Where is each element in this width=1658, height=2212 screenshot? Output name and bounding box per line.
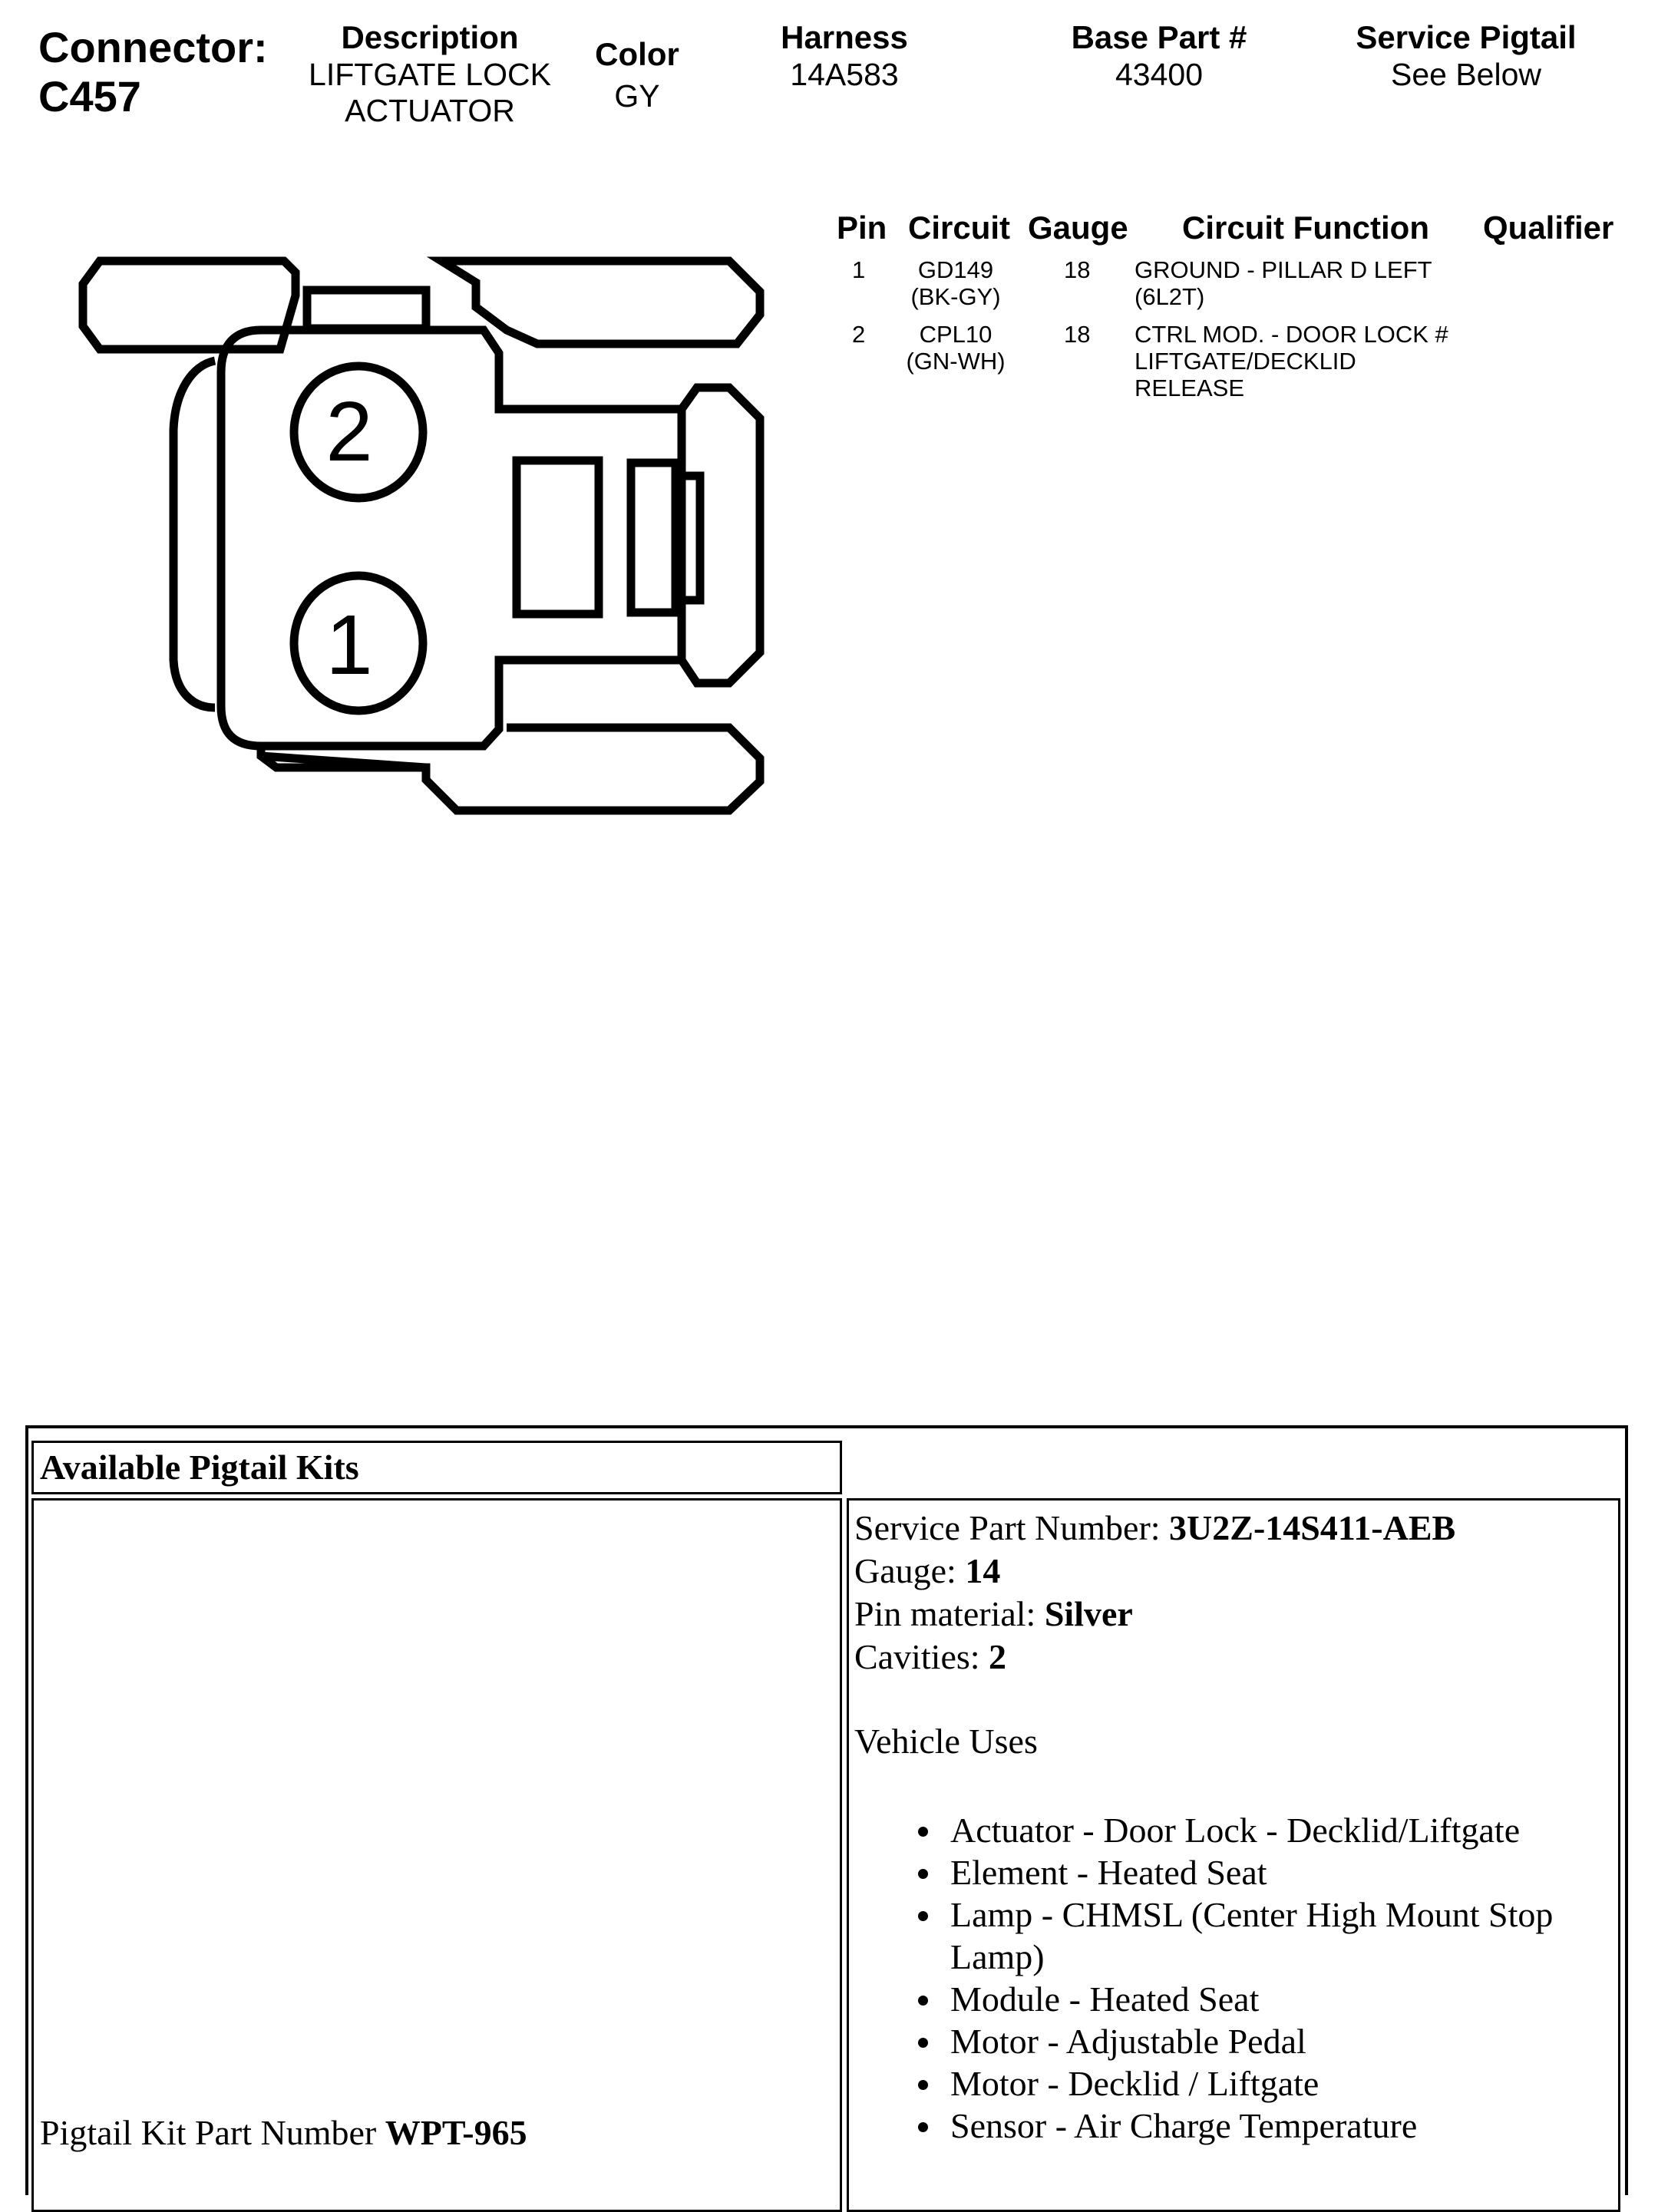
connector-id: C457: [38, 72, 141, 121]
inner-rect-right: [631, 463, 675, 612]
cavities-label: Cavities:: [854, 1637, 989, 1676]
table-row-2-pin: 2: [852, 321, 866, 348]
bullet-icon: [918, 2038, 928, 2048]
bottom-plate: [261, 728, 760, 811]
table-row-2-function-line-2: LIFTGATE/DECKLID: [1135, 348, 1356, 375]
pigtail-kit-part-value: WPT-965: [385, 2113, 527, 2152]
pin-column-header: Pin: [837, 210, 887, 246]
table-row-1-gauge: 18: [1064, 256, 1091, 283]
table-row-2-function-line-1: CTRL MOD. - DOOR LOCK #: [1135, 321, 1448, 348]
base-part-header: Base Part #: [1071, 19, 1247, 55]
pigtail-details: [854, 1507, 1618, 2147]
cavities-value: 2: [989, 1637, 1007, 1676]
list-item: Element - Heated Seat: [854, 1851, 1618, 1893]
list-item: Motor - Decklid / Liftgate: [854, 2062, 1618, 2105]
bullet-icon: [918, 2122, 928, 2132]
base-part-column: [1029, 18, 1290, 93]
connector-label: Connector:: [38, 23, 268, 71]
service-pigtail-header: Service Pigtail: [1356, 19, 1577, 55]
base-part-value: 43400: [1115, 57, 1203, 92]
description-header: Description: [341, 19, 519, 55]
circuit-function-column-header: Circuit Function: [1182, 210, 1429, 246]
harness-value: 14A583: [790, 57, 899, 92]
pigtail-heading: Available Pigtail Kits: [40, 1448, 359, 1487]
table-row-2-circuit: [898, 321, 1013, 375]
list-item: Motor - Adjustable Pedal: [854, 2020, 1618, 2062]
outer-frame-left: [25, 1425, 28, 2195]
cavities-spec: [854, 1636, 1618, 1679]
service-part-label: Service Part Number:: [854, 1508, 1170, 1547]
list-item: Lamp - CHMSL (Center High Mount Stop Lamp): [854, 1893, 1618, 1978]
list-item: Actuator - Door Lock - Decklid/Liftgate: [854, 1809, 1618, 1851]
service-part-value: 3U2Z-14S411-AEB: [1169, 1508, 1456, 1547]
right-bumper: [682, 388, 760, 683]
bullet-icon: [918, 1869, 928, 1879]
outer-frame-right: [1625, 1425, 1628, 2195]
table-row-2-function-line-3: RELEASE: [1135, 375, 1245, 401]
description-line-2: ACTUATOR: [345, 93, 515, 128]
pin-number-1: 1: [325, 598, 373, 692]
service-part-number: [854, 1507, 1618, 1550]
bullet-icon: [918, 1911, 928, 1921]
inner-rect-left: [517, 461, 599, 614]
table-row-2-circuit-id: CPL10: [919, 321, 992, 348]
table-row-1-circuit: [898, 256, 1013, 310]
table-row-2-function: [1135, 321, 1448, 401]
pigtail-heading-cell: [31, 1441, 842, 1494]
pigtail-kit-cell: [31, 1498, 842, 2212]
outer-frame-top: [25, 1425, 1628, 1428]
gauge-value: 14: [965, 1551, 1001, 1590]
connector-face-diagram: [0, 0, 783, 844]
bullet-icon: [918, 1996, 928, 2006]
harness-header: Harness: [781, 19, 908, 55]
pin-number-2: 2: [325, 385, 373, 479]
main-body: [221, 330, 682, 746]
left-shell: [173, 361, 215, 708]
top-left-tab: [83, 261, 296, 349]
pigtail-details-cell: [847, 1498, 1620, 2212]
pin-material-spec: [854, 1593, 1618, 1636]
pin-material-value: Silver: [1044, 1594, 1133, 1633]
pigtail-kit-part-number: [40, 2111, 527, 2154]
circuit-column-header: Circuit: [908, 210, 1011, 246]
color-header: Color: [595, 36, 679, 72]
list-item: Module - Heated Seat: [854, 1978, 1618, 2020]
pigtail-kit-part-label: Pigtail Kit Part Number: [40, 2113, 385, 2152]
table-row-1-function: [1135, 256, 1432, 310]
vehicle-uses-heading: Vehicle Uses: [854, 1722, 1038, 1761]
service-pigtail-value: See Below: [1390, 57, 1541, 92]
table-row-1-pin: 1: [852, 256, 866, 283]
gauge-label: Gauge:: [854, 1551, 966, 1590]
table-row-1-circuit-color: (BK-GY): [910, 283, 1001, 310]
list-item: Sensor - Air Charge Temperature: [854, 2105, 1618, 2147]
table-row-1-function-line-1: GROUND - PILLAR D LEFT: [1135, 256, 1432, 283]
table-row-1-function-line-2: (6L2T): [1135, 283, 1205, 310]
top-center-tab: [307, 290, 426, 328]
bullet-icon: [918, 2080, 928, 2090]
table-row-2-circuit-color: (GN-WH): [906, 348, 1006, 375]
color-value: GY: [614, 78, 660, 114]
table-row-2-gauge: 18: [1064, 321, 1091, 348]
description-line-1: LIFTGATE LOCK: [309, 57, 551, 92]
gauge-column-header: Gauge: [1028, 210, 1128, 246]
pin-material-label: Pin material:: [854, 1594, 1045, 1633]
qualifier-column-header: Qualifier: [1483, 210, 1614, 246]
service-pigtail-column: [1328, 18, 1604, 93]
vehicle-uses-list: [854, 1809, 1618, 2147]
gauge-spec: [854, 1550, 1618, 1593]
table-row-1-circuit-id: GD149: [917, 256, 994, 283]
bullet-icon: [918, 1827, 928, 1837]
